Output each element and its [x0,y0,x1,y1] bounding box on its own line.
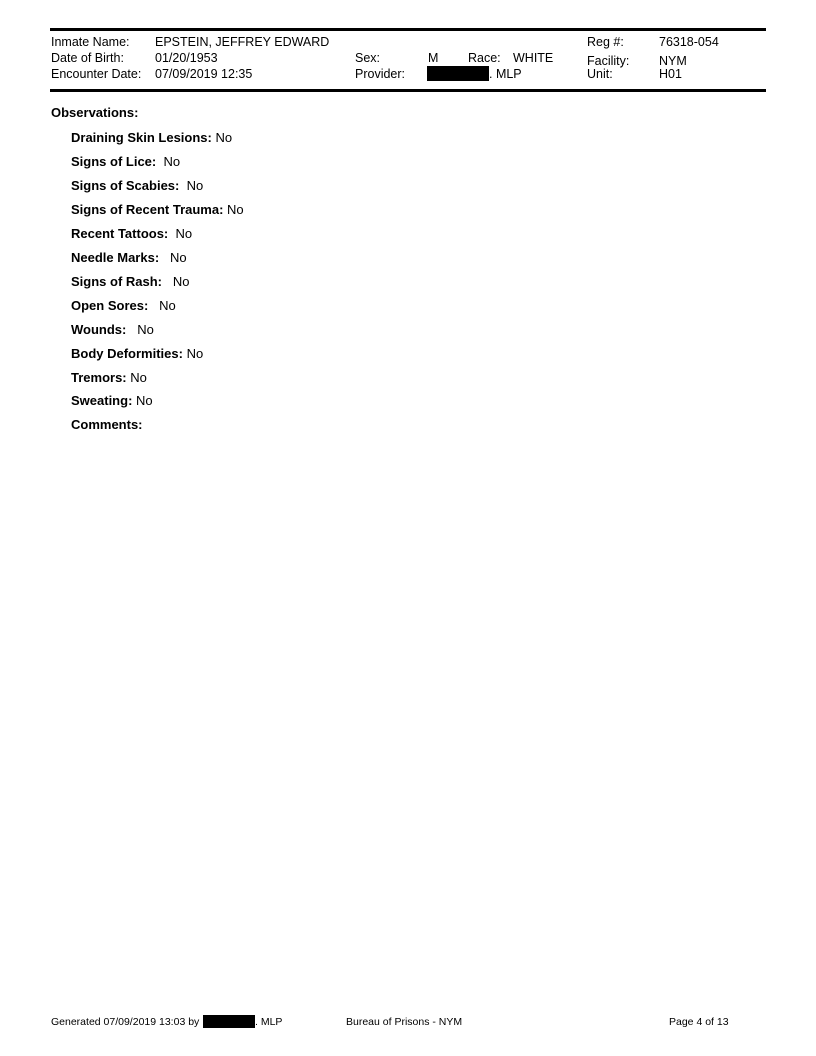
provider-redaction [427,66,489,81]
obs-label: Comments: [71,417,143,432]
encounter-date-label: Encounter Date: [51,67,142,81]
footer-redaction [203,1015,255,1028]
obs-value: No [172,274,190,289]
obs-item [71,393,153,408]
obs-item [71,274,189,289]
unit-value: H01 [659,67,682,81]
obs-value: No [159,298,176,313]
obs-value: No [163,154,181,169]
obs-item [71,178,203,193]
obs-label: Signs of Lice: [71,154,157,169]
obs-value: No [227,202,244,217]
obs-item [71,322,154,337]
reg-number: 76318-054 [659,35,719,49]
obs-value: No [186,178,204,193]
obs-label: Open Sores: [71,298,149,313]
obs-value: No [136,393,153,408]
sex-value: M [428,51,439,65]
provider-label: Provider: [355,67,406,81]
footer-center: Bureau of Prisons - NYM [346,1016,463,1028]
inmate-name: EPSTEIN, JEFFREY EDWARD [155,35,330,49]
obs-item [71,370,147,385]
obs-value: No [186,346,204,361]
footer-generated: Generated 07/09/2019 13:03 by [51,1016,200,1028]
obs-label: Signs of Scabies: [71,178,180,193]
race-value: WHITE [513,51,554,65]
inmate-name-label: Inmate Name: [51,35,130,49]
facility-label: Facility: [587,54,630,68]
provider-suffix: . MLP [489,67,522,81]
obs-label: Signs of Recent Trauma: [71,202,224,217]
obs-item [71,130,232,145]
obs-value: No [215,130,233,145]
obs-item [71,346,203,361]
obs-item-comments [71,417,143,432]
unit-label: Unit: [587,67,613,81]
obs-value: No [137,322,154,337]
dob-label: Date of Birth: [51,51,124,65]
observations-title: Observations: [51,105,139,120]
obs-label: Needle Marks: [71,250,160,265]
obs-label: Signs of Rash: [71,274,163,289]
obs-label: Sweating: [71,393,133,408]
obs-item [71,250,187,265]
obs-label: Tremors: [71,370,127,385]
obs-value: No [175,226,193,241]
obs-label: Wounds: [71,322,127,337]
obs-item [71,154,180,169]
obs-value: No [170,250,187,265]
obs-item [71,202,244,217]
obs-label: Body Deformities: [71,346,183,361]
facility-value: NYM [659,54,687,68]
race-label: Race: [468,51,501,65]
obs-item [71,298,176,313]
obs-item [71,226,192,241]
reg-label: Reg #: [587,35,624,49]
footer-page-number: Page 4 of 13 [669,1016,729,1028]
header-bottom-rule [50,89,766,92]
obs-label: Draining Skin Lesions: [71,130,212,145]
sex-label: Sex: [355,51,381,65]
encounter-date: 07/09/2019 12:35 [155,67,253,81]
obs-value: No [130,370,147,385]
header-top-rule [50,28,766,31]
dob: 01/20/1953 [155,51,218,65]
obs-label: Recent Tattoos: [71,226,169,241]
footer-generated-suffix: . MLP [255,1016,283,1028]
